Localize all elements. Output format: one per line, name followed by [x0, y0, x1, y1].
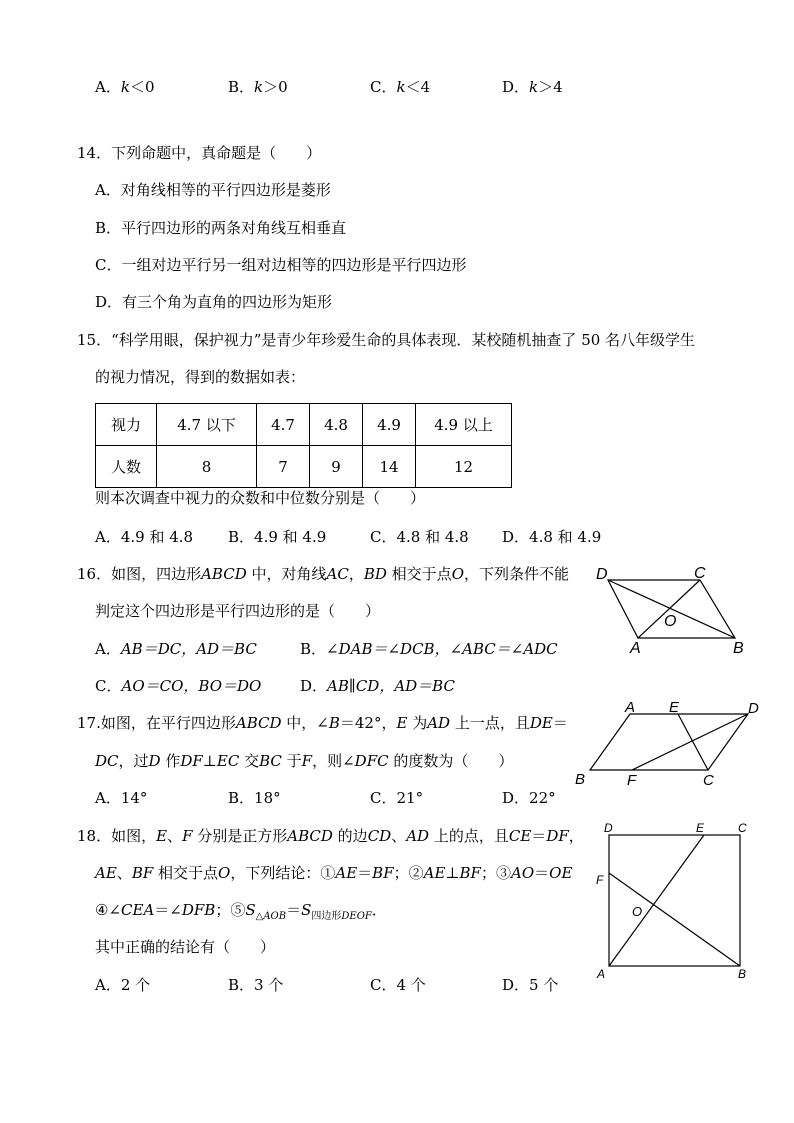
q15-option-d: D．4.8 和 4.9	[502, 528, 602, 546]
q18-option-d: D．5 个	[502, 976, 559, 994]
label-e: E	[696, 821, 705, 835]
q18-figure	[592, 818, 762, 988]
q17-stem-line2: DC，过D 作DF⊥EC 交BC 于F，则∠DFC 的度数为（ ）	[95, 752, 514, 770]
table-cell: 14	[363, 446, 416, 488]
q18-option-b: B．3 个	[228, 976, 284, 994]
label-c: C	[694, 565, 706, 582]
label-b: B	[733, 640, 744, 657]
table-cell: 4.9 以上	[416, 404, 512, 446]
q14-stem: 14．下列命题中，真命题是（ ）	[77, 144, 322, 162]
label-o: O	[664, 613, 677, 630]
q13-option-b: B．k＞0	[228, 78, 288, 96]
q16-stem-line2: 判定这个四边形是平行四边形的是（ ）	[95, 602, 381, 620]
q15-stem-line2: 的视力情况，得到的数据如表：	[95, 368, 306, 386]
q16-option-a: A．AB＝DC，AD＝BC	[95, 640, 257, 658]
label-e: E	[669, 699, 680, 716]
parallelogram-abcd	[590, 714, 748, 770]
label-b: B	[738, 967, 747, 981]
q17-option-c: C．21°	[370, 789, 424, 807]
q17-option-b: B．18°	[228, 789, 281, 807]
q16-option-b: B．∠DAB＝∠DCB，∠ABC＝∠ADC	[300, 640, 558, 658]
label-o: O	[632, 904, 643, 919]
q15-option-c: C．4.8 和 4.8	[370, 528, 469, 546]
q14-option-b: B．平行四边形的两条对角线互相垂直	[95, 219, 347, 237]
label-a: A	[597, 967, 606, 981]
q16-option-d: D．AB∥CD，AD＝BC	[300, 677, 455, 695]
q15-option-b: B．4.9 和 4.9	[228, 528, 327, 546]
q18-stem-line4: 其中正确的结论有（ ）	[95, 938, 276, 956]
label-d: D	[596, 566, 608, 583]
q17-option-a: A．14°	[95, 789, 148, 807]
label-f: F	[596, 873, 604, 887]
q15-option-a: A．4.9 和 4.8	[95, 528, 194, 546]
vision-table	[95, 403, 512, 488]
label-d: D	[748, 700, 759, 717]
q13-option-d: D．k＞4	[502, 78, 563, 96]
q14-option-d: D．有三个角为直角的四边形为矩形	[95, 293, 333, 311]
q17-figure	[570, 696, 770, 796]
q16-option-c: C．AO＝CO，BO＝DO	[95, 677, 262, 695]
table-cell: 4.7	[257, 404, 310, 446]
q15-stem-line1: 15．“科学用眼，保护视力”是青少年珍爱生命的具体表现．某校随机抽查了 50 名八年级学生	[77, 331, 696, 349]
label-a: A	[625, 699, 636, 716]
q18-stem-line2: AE、BF 相交于点O，下列结论：①AE＝BF；②AE⊥BF；③AO＝OE	[95, 864, 573, 882]
table-cell: 4.7 以下	[157, 404, 257, 446]
label-c: C	[738, 821, 747, 835]
table-cell: 8	[157, 446, 257, 488]
label-a: A	[630, 640, 641, 657]
segment-df	[632, 714, 748, 770]
q16-stem-line1: 16．如图，四边形ABCD 中，对角线AC，BD 相交于点O，下列条件不能	[77, 565, 570, 583]
segment-ec	[678, 714, 708, 770]
q14-option-c: C．一组对边平行另一组对边相等的四边形是平行四边形	[95, 256, 467, 274]
segment-bf	[609, 873, 740, 966]
table-cell: 4.9	[363, 404, 416, 446]
q18-option-c: C．4 个	[370, 976, 426, 994]
label-b: B	[575, 771, 586, 788]
table-cell: 12	[416, 446, 512, 488]
q15-question: 则本次调查中视力的众数和中位数分别是（ ）	[95, 489, 426, 507]
label-c: C	[703, 772, 714, 789]
table-cell: 4.8	[310, 404, 363, 446]
table-cell: 视力	[96, 404, 157, 446]
segment-ae	[609, 835, 704, 966]
table-cell: 9	[310, 446, 363, 488]
q18-stem-line3: ④∠CEA＝∠DFB；$⑤S_{\triangle AOB}=S_{四边形DEOF}$．	[95, 901, 387, 922]
table-cell: 人数	[96, 446, 157, 488]
q18-option-a: A．2 个	[95, 976, 151, 994]
table-row	[96, 404, 512, 446]
q17-option-d: D．22°	[502, 789, 556, 807]
table-cell: 7	[257, 446, 310, 488]
label-d: D	[604, 821, 613, 835]
label-f: F	[627, 772, 637, 789]
q18-stem-line1: 18．如图，E、F 分别是正方形ABCD 的边CD、AD 上的点，且CE＝DF，	[77, 827, 584, 845]
q16-figure	[590, 560, 760, 660]
q14-option-a: A．对角线相等的平行四边形是菱形	[95, 181, 331, 199]
q13-option-a: A．k＜0	[95, 78, 155, 96]
table-row	[96, 446, 512, 488]
q17-stem-line1: 17.如图，在平行四边形ABCD 中，∠B＝42°，E 为AD 上一点，且DE＝	[77, 714, 568, 732]
square-abcd	[609, 835, 740, 966]
q13-option-c: C．k＜4	[370, 78, 431, 96]
